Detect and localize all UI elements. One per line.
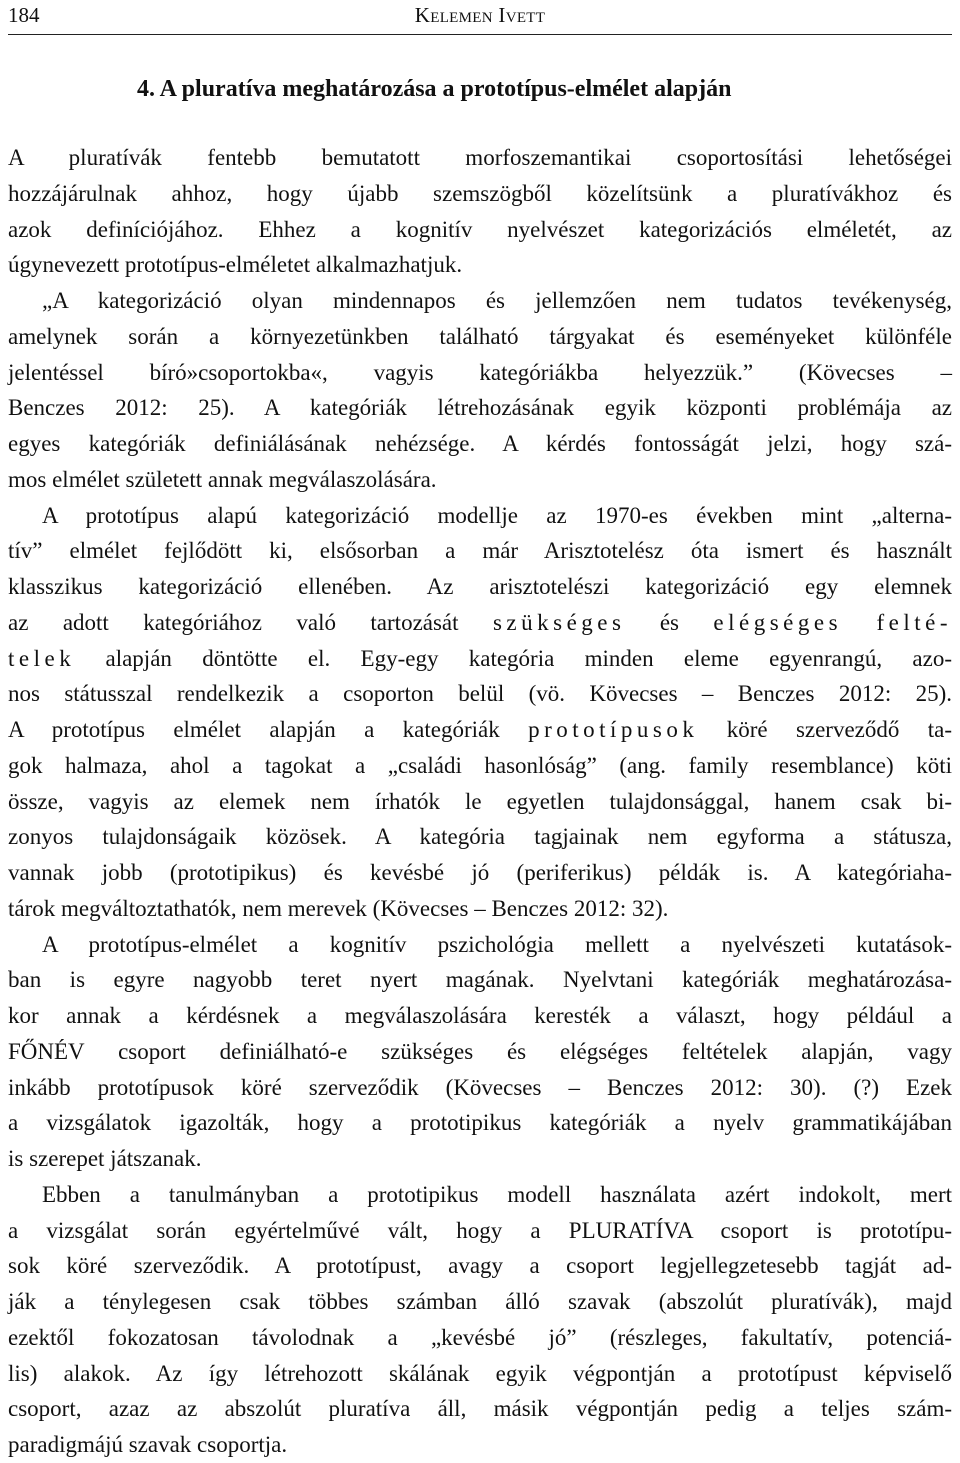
running-head-author: Kelemen Ivett xyxy=(414,3,546,27)
text-line: is szerepet játszanak. xyxy=(8,1146,202,1171)
text-line: Benczes 2012: 25). A kategóriák létrehozásának egyik központi problémája az xyxy=(8,395,952,421)
text-line: amelynek során a környezetünkben található tárgyakat és eseményeket különféle xyxy=(8,323,952,349)
text-line: A prototípus-elmélet a kognitív pszichológia mellett a nyelvészeti kutatások- xyxy=(42,931,952,957)
text-segment: és xyxy=(625,609,714,635)
body-text xyxy=(8,140,952,1463)
text-line: gok halmaza, ahol a tagokat a „családi hasonlóság” (ang. family resemblance) köti xyxy=(8,752,952,778)
text-line: paradigmájú szavak csoportja. xyxy=(8,1432,288,1457)
emphasized-term: elégséges xyxy=(713,609,843,635)
text-line: tív” elmélet fejlődött ki, elsősorban a már Arisztotelész óta ismert és használt xyxy=(8,538,952,564)
text-line: „A kategorizáció olyan mindennapos és jellemzően nem tudatos tevékenység, xyxy=(42,288,952,313)
text-line xyxy=(8,641,952,677)
text-line: inkább prototípusok köré szerveződik (Kövecses – Benczes 2012: 30). (?) Ezek xyxy=(8,1074,952,1100)
text-segment: az adott kategóriához való tartozását xyxy=(8,609,493,635)
text-line xyxy=(8,605,952,641)
text-line: jelentéssel bíró»csoportokba«, vagyis kategóriákba helyezzük.” (Kövecses – xyxy=(8,359,952,385)
text-line: hozzájárulnak ahhoz, hogy újabb szemszögből közelítsünk a pluratívákhoz és xyxy=(8,180,952,206)
emphasized-term: felté- xyxy=(876,609,952,635)
text-line: klasszikus kategorizáció ellenében. Az arisztotelészi kategorizáció egy elemnek xyxy=(8,574,952,599)
text-line: ják a ténylegesen csak többes számban álló szavak (abszolút pluratívák), majd xyxy=(8,1289,952,1314)
header-rule xyxy=(8,34,952,35)
text-line: nos státusszal rendelkezik a csoporton belül (vö. Kövecses – Benczes 2012: 25). xyxy=(8,681,952,707)
running-header xyxy=(8,0,952,34)
text-line: a vizsgálat során egyértelművé vált, hogy a PLURATÍVA csoport is prototípu- xyxy=(8,1217,952,1243)
text-line: FŐNÉV csoport definiálható-e szükséges és elégséges feltételek alapján, vagy xyxy=(8,1038,952,1064)
text-line: A pluratívák fentebb bemutatott morfoszemantikai csoportosítási lehetőségei xyxy=(8,145,952,170)
text-line: tárok megváltoztathatók, nem merevek (Kövecses – Benczes 2012: 32). xyxy=(8,895,669,921)
text-line xyxy=(8,712,952,748)
text-line: a vizsgálatok igazolták, hogy a prototipikus kategóriák a nyelv grammatikájában xyxy=(8,1110,952,1136)
text-line: egyes kategóriák definiálásának nehézsége. A kérdés fontosságát jelzi, hogy szá- xyxy=(8,431,952,456)
emphasized-term: telek xyxy=(8,645,76,671)
text-line: össze, vagyis az elemek nem írhatók le egyetlen tulajdonsággal, hanem csak bi- xyxy=(8,788,952,814)
text-segment xyxy=(842,610,876,635)
text-line: azok definíciójához. Ehhez a kognitív nyelvészet kategorizációs elméletét, az xyxy=(8,216,952,242)
text-line: mos elmélet született annak megválaszolására. xyxy=(8,466,437,492)
text-line: csoport, azaz az abszolút pluratíva áll, másik végpontján pedig a teljes szám- xyxy=(8,1396,952,1422)
text-segment: A prototípus elmélet alapján a kategóriák xyxy=(8,717,529,742)
text-line: ban is egyre nagyobb teret nyert magának. Nyelvtani kategóriák meghatározása- xyxy=(8,967,952,993)
text-line: zonyos tulajdonságaik közösek. A kategória tagjainak nem egyforma a státusza, xyxy=(8,824,952,850)
text-segment: alapján döntötte el. Egy-egy kategória minden eleme egyenrangú, azo- xyxy=(75,645,952,671)
text-line: lis) alakok. Az így létrehozott skálának egyik végpontján a prototípust képviselő xyxy=(8,1360,952,1386)
emphasized-term: prototípusok xyxy=(528,717,699,742)
text-line: sok köré szerveződik. A prototípust, avagy a csoport legjellegzetesebb tagját ad- xyxy=(8,1253,952,1279)
text-line: A prototípus alapú kategorizáció modellje az 1970-es években mint „alterna- xyxy=(42,502,952,528)
text-line: kor annak a kérdésnek a megválaszolására keresték a választ, hogy például a xyxy=(8,1003,952,1028)
text-line: vannak jobb (prototipikus) és kevésbé jó (periferikus) példák is. A kategóriaha- xyxy=(8,860,952,885)
text-line: Ebben a tanulmányban a prototipikus modell használata azért indokolt, mert xyxy=(42,1181,952,1207)
page-number: 184 xyxy=(8,3,40,27)
text-line: ezektől fokozatosan távolodnak a „kevésbé jó” (részleges, fakultatív, potenciá- xyxy=(8,1324,952,1350)
section-title: 4. A pluratíva meghatározása a prototípus-elmélet alapján xyxy=(137,76,732,102)
text-segment: köré szerveződő ta- xyxy=(698,717,952,742)
text-line: úgynevezett prototípus-elméletet alkalmazhatjuk. xyxy=(8,252,463,278)
emphasized-term: szükséges xyxy=(492,609,626,635)
